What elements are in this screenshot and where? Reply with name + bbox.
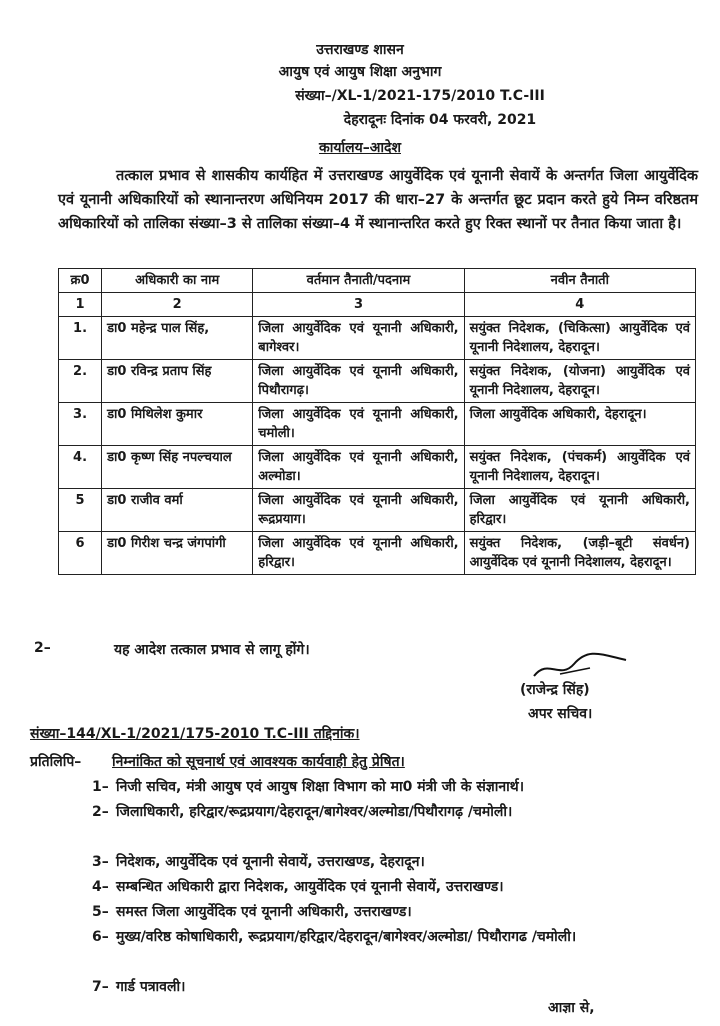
cc-item-text: निजी सचिव, मंत्री आयुष एवं आयुष शिक्षा विभाग को मा0 मंत्री जी के संज्ञानार्थ। [116, 779, 525, 795]
cc-item-number: 1– [92, 779, 109, 795]
table-row [59, 403, 696, 446]
new-posting-cell: सयुंक्त निदेशक, (पंचकर्म) आयुर्वेदिक एवं यूनानी निदेशालय, देहरादून। [464, 446, 695, 489]
signature-scribble [530, 650, 630, 684]
new-posting-cell: सयुंक्त निदेशक, (योजना) आयुर्वेदिक एवं यूनानी निदेशालय, देहरादून। [464, 360, 695, 403]
signatory-designation: अपर सचिव। [528, 706, 593, 722]
table-row [59, 446, 696, 489]
table-row [59, 532, 696, 575]
cc-item-text: मुख्य/वरिष्ठ कोषाधिकारी, रूद्रप्रयाग/हरिद्वार/देहरादून/बागेश्वर/अल्मोडा/ पिथौरागढ /चमोली। [116, 929, 577, 945]
officer-name-cell: डा0 मिथिलेश कुमार [102, 403, 253, 446]
col-number: 2 [102, 293, 253, 317]
issue-date: देहरादूनः दिनांक 04 फरवरी, 2021 [343, 112, 537, 128]
officer-name-cell: डा0 कृष्ण सिंह नपल्चयाल [102, 446, 253, 489]
table-header-row [59, 269, 696, 293]
copy-to-intro: निम्नांकित को सूचनार्थ एवं आवश्यक कार्यवाही हेतु प्रेषित। [112, 754, 405, 770]
current-posting-cell: जिला आयुर्वेदिक एवं यूनानी अधिकारी, चमोली। [253, 403, 464, 446]
header-line-1: उत्तराखण्ड शासन [316, 42, 404, 58]
officer-name-cell: डा0 रविन्द्र प्रताप सिंह [102, 360, 253, 403]
new-posting-cell: जिला आयुर्वेदिक एवं यूनानी अधिकारी, हरिद्वार। [464, 489, 695, 532]
serial-cell: 2. [59, 360, 102, 403]
serial-cell: 1. [59, 317, 102, 360]
cc-item-text: समस्त जिला आयुर्वेदिक एवं यूनानी अधिकारी, उत्तराखण्ड। [116, 904, 412, 920]
col-number: 3 [253, 293, 464, 317]
header-officer-name: अधिकारी का नाम [102, 269, 253, 293]
table-row [59, 489, 696, 532]
cc-item-number: 7– [92, 979, 109, 995]
header-serial: क्र0 [59, 269, 102, 293]
serial-cell: 3. [59, 403, 102, 446]
cc-item-number: 6– [92, 929, 109, 945]
column-number-row [59, 293, 696, 317]
current-posting-cell: जिला आयुर्वेदिक एवं यूनानी अधिकारी, अल्मोडा। [253, 446, 464, 489]
cc-item-text: जिलाधिकारी, हरिद्वार/रूद्रप्रयाग/देहरादून/बागेश्वर/अल्मोडा/पिथौरागढ़ /चमोली। [116, 804, 513, 820]
header-line-2: आयुष एवं आयुष शिक्षा अनुभाग [278, 64, 442, 80]
officer-name-cell: डा0 महेन्द्र पाल सिंह, [102, 317, 253, 360]
endorsement-reference: संख्या–144/XL-1/2021/175-2010 T.C-III तद्दिनांक। [30, 726, 360, 742]
serial-cell: 4. [59, 446, 102, 489]
clause-number: 2– [34, 640, 51, 656]
order-title: कार्यालय–आदेश [319, 140, 401, 156]
reference-number: संख्या–/XL-1/2021-175/2010 T.C-III [295, 88, 545, 104]
closing-by-order: आज्ञा से, [548, 1000, 595, 1016]
col-number: 1 [59, 293, 102, 317]
new-posting-cell: सयुंक्त निदेशक, (जड़ी–बूटी संवर्धन) आयुर्वेदिक एवं यूनानी निदेशालय, देहरादून। [464, 532, 695, 575]
officer-name-cell: डा0 गिरीश चन्द्र जंगपांगी [102, 532, 253, 575]
serial-cell: 6 [59, 532, 102, 575]
order-body-paragraph: तत्काल प्रभाव से शासकीय कार्यहित में उत्तराखण्ड आयुर्वेदिक एवं यूनानी सेवायें के अन्तर्गत जिला आयुर्वेदिक एवं यूनानी अधिकारियों को स्थानान्तरण अधिनियम 2017 की धारा–27 के अन्तर्गत छूट प्रदान करते हुये निम्न वरिष्ठतम अधिकारियों को तालिका संख्या–3 से तालिका संख्या–4 में स्थानान्तरित करते हुए रिक्त स्थानों पर तैनात किया जाता है। [58, 168, 698, 232]
header-current-posting: वर्तमान तैनाती/पदनाम [253, 269, 464, 293]
current-posting-cell: जिला आयुर्वेदिक एवं यूनानी अधिकारी, पिथौरागढ़। [253, 360, 464, 403]
cc-item-text: निदेशक, आयुर्वेदिक एवं यूनानी सेवायें, उत्तराखण्ड, देहरादून। [116, 854, 425, 870]
transfer-table [58, 268, 696, 575]
new-posting-cell: जिला आयुर्वेदिक अधिकारी, देहरादून। [464, 403, 695, 446]
current-posting-cell: जिला आयुर्वेदिक एवं यूनानी अधिकारी, हरिद्वार। [253, 532, 464, 575]
cc-item-number: 4– [92, 879, 109, 895]
current-posting-cell: जिला आयुर्वेदिक एवं यूनानी अधिकारी, रूद्रप्रयाग। [253, 489, 464, 532]
cc-item-text: सम्बन्धित अधिकारी द्वारा निदेशक, आयुर्वेदिक एवं यूनानी सेवायें, उत्तराखण्ड। [116, 879, 504, 895]
cc-item-number: 2– [92, 804, 109, 820]
header-new-posting: नवीन तैनाती [464, 269, 695, 293]
signatory-name: (राजेन्द्र सिंह) [520, 682, 590, 698]
cc-item-number: 5– [92, 904, 109, 920]
serial-cell: 5 [59, 489, 102, 532]
copy-to-label: प्रतिलिपि– [30, 754, 82, 770]
table-row [59, 360, 696, 403]
officer-name-cell: डा0 राजीव वर्मा [102, 489, 253, 532]
cc-item-number: 3– [92, 854, 109, 870]
new-posting-cell: सयुंक्त निदेशक, (चिकित्सा) आयुर्वेदिक एवं यूनानी निदेशालय, देहरादून। [464, 317, 695, 360]
current-posting-cell: जिला आयुर्वेदिक एवं यूनानी अधिकारी, बागेश्वर। [253, 317, 464, 360]
col-number: 4 [464, 293, 695, 317]
table-row [59, 317, 696, 360]
cc-item-text: गार्ड पत्रावली। [116, 979, 186, 995]
clause-text: यह आदेश तत्काल प्रभाव से लागू होंगे। [114, 642, 310, 658]
